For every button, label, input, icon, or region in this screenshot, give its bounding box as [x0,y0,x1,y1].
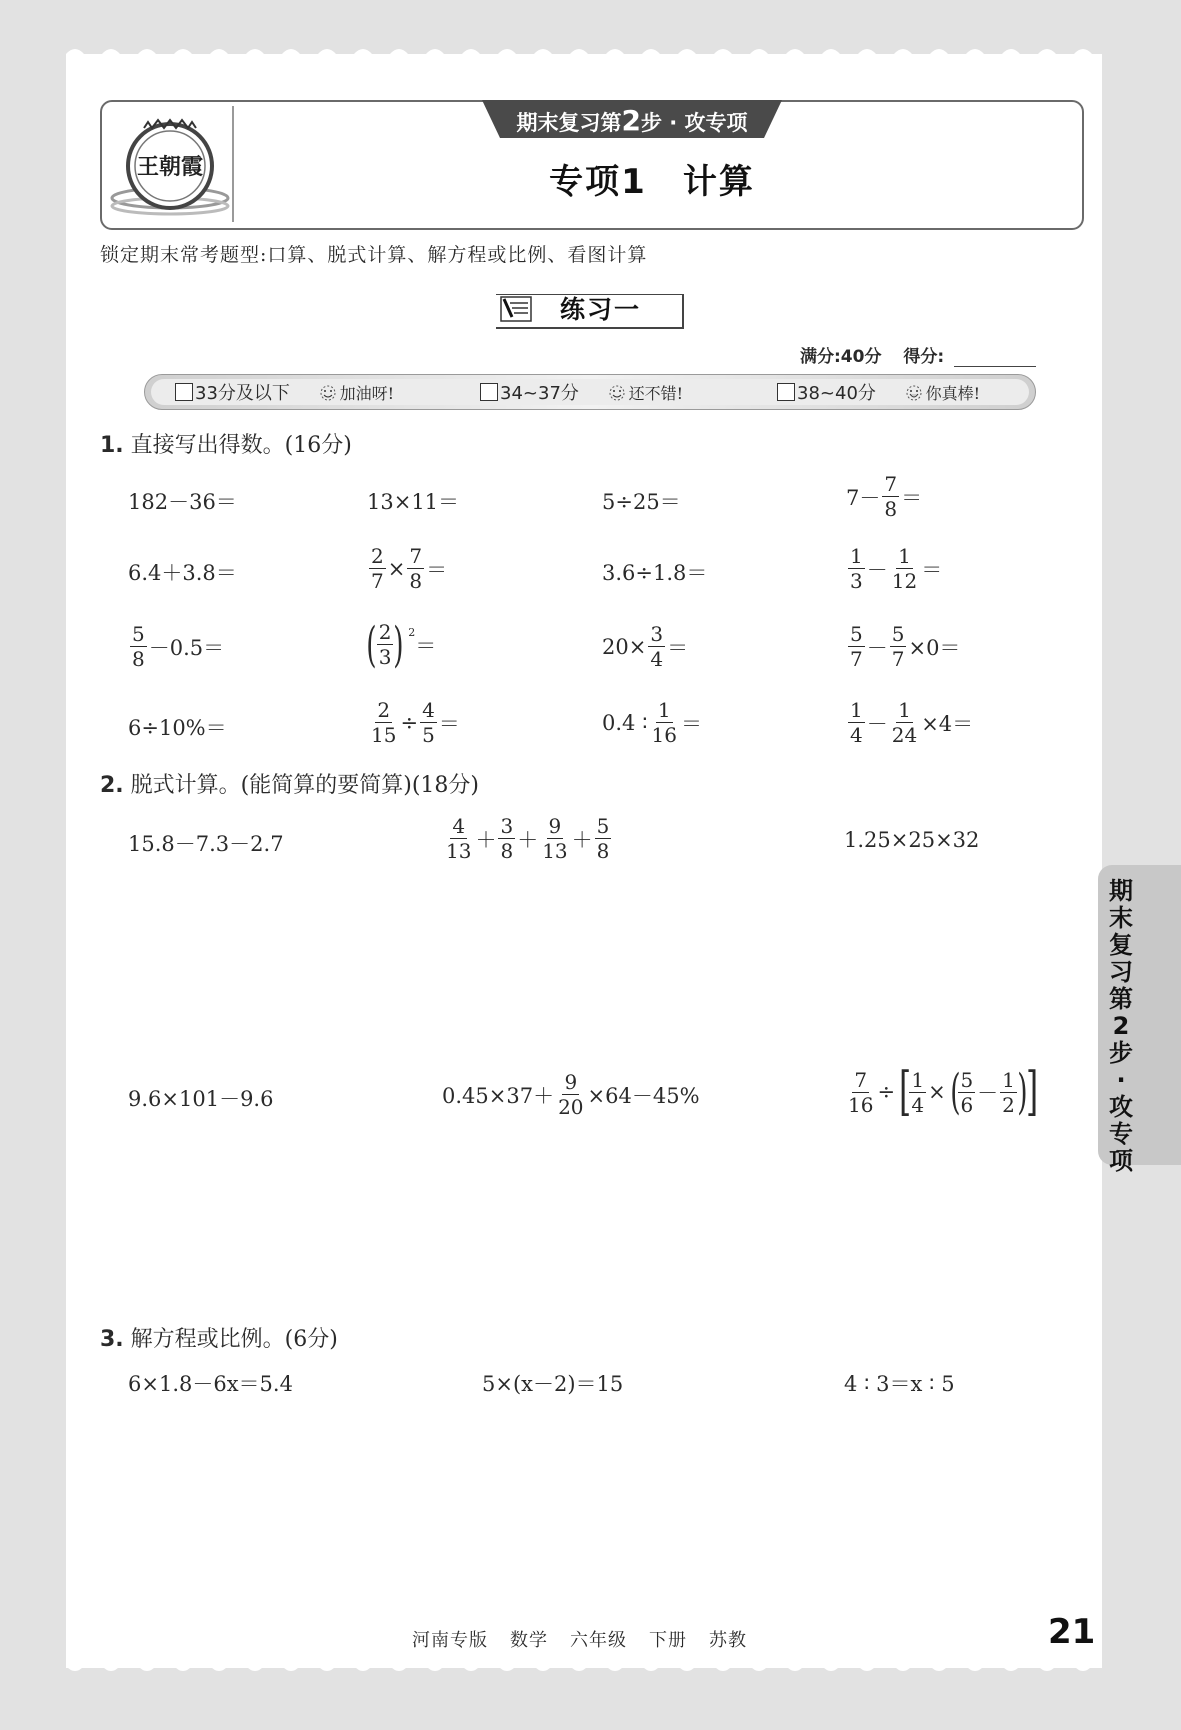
score-label: 得分: [903,347,945,367]
footer-edition: 河南专版 数学 六年级 下册 苏教 [412,1630,747,1651]
rating-checkbox[interactable] [777,383,795,401]
exercise-label: 练习一 [560,295,642,324]
q3-item: 5×(x－2)＝15 [482,1372,624,1396]
q1-item: 6÷10%＝ [128,716,227,740]
q3-item: 6×1.8－6x＝5.4 [128,1372,293,1396]
full-score: 满分:40分 [800,347,882,367]
q2-item: 1.25×25×32 [844,828,980,852]
step-banner-text: 期末复习第2步 · 攻专项 [516,104,748,137]
q1-item: 13×11＝ [367,490,460,514]
publisher-logo [110,108,230,220]
score-blank[interactable] [954,366,1036,367]
q1-item: $\frac{2}{15}$ ÷ $\frac{4}{5}$ ＝ [371,698,460,747]
page-title: 专项1 计算 [549,162,755,202]
score-line [800,342,1036,367]
smile-face-icon [607,384,627,402]
q1-item: $\frac{5}{7}$ － $\frac{5}{7}$ ×0＝ [850,622,961,671]
rating-checkbox[interactable] [175,383,193,401]
cheer-face-icon [318,384,338,402]
topic-summary: 锁定期末常考题型:口算、脱式计算、解方程或比例、看图计算 [100,244,648,266]
question-1-title: 1. 直接写出得数。(16分) [100,433,352,458]
q2-item: 9.6×101－9.6 [128,1087,274,1111]
page-number: 21 [1048,1612,1096,1652]
q1-item: 0.4 ∶ $\frac{1}{16}$ ＝ [602,698,702,747]
q1-item: ( $\frac{2}{3}$ ) 2 ＝ [366,616,437,673]
header-box [100,100,1084,230]
happy-face-icon [904,384,924,402]
q1-item: 7－ $\frac{7}{8}$ ＝ [846,472,923,521]
q2-item: 15.8－7.3－2.7 [128,832,284,856]
q2-item: 0.45×37＋ $\frac{9}{20}$ ×64－45% [442,1070,700,1119]
rating-option: 34~37分 还不错! [480,379,683,405]
rating-option: 33分及以下 加油呀! [175,379,394,405]
q1-item: 6.4＋3.8＝ [128,561,237,585]
rating-option: 38~40分 你真棒! [777,379,980,405]
q1-item: 5÷25＝ [602,490,681,514]
side-section-label: 期 末 复 习 第 2 步 · 攻 专 项 [1109,877,1133,1175]
q1-item: $\frac{2}{7}$ × $\frac{7}{8}$ ＝ [371,544,448,593]
q1-item: 182－36＝ [128,490,237,514]
question-2-title: 2. 脱式计算。(能简算的要简算)(18分) [100,773,479,798]
q1-item: 20× $\frac{3}{4}$ ＝ [602,622,689,671]
rating-checkbox[interactable] [480,383,498,401]
q3-item: 4 ∶ 3＝x ∶ 5 [844,1372,955,1396]
q2-item: $\frac{7}{16}$ ÷ [ $\frac{1}{4}$ × ( $\frac{5}{6}$ － $\frac{1}{2}$ ) ] [848,1062,1038,1122]
question-3-title: 3. 解方程或比例。(6分) [100,1327,338,1352]
q1-item: $\frac{1}{3}$ － $\frac{1}{12}$ ＝ [850,544,943,593]
q1-item: $\frac{5}{8}$ －0.5＝ [132,622,225,671]
logo-divider [232,106,234,222]
rating-bar [144,374,1036,410]
q1-item: $\frac{1}{4}$ － $\frac{1}{24}$ ×4＝ [850,698,974,747]
q2-item: $\frac{4}{13}$ ＋ $\frac{3}{8}$ ＋ $\frac{9}{13}$ ＋ $\frac{5}{8}$ [446,814,610,863]
pen-paper-icon [500,295,540,325]
svg-text:王朝霞: 王朝霞 [136,154,204,180]
q1-item: 3.6÷1.8＝ [602,561,708,585]
